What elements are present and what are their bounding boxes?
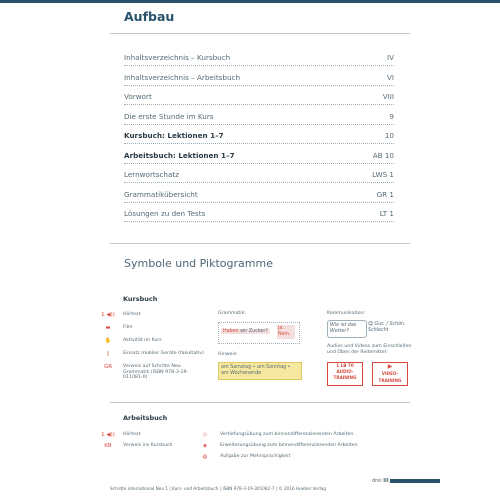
toc-page: IV — [386, 53, 394, 62]
audio-icon: 1 ◀)) — [101, 432, 115, 438]
toc-row — [124, 206, 394, 226]
legend-label: Erweiterungsübung zum binnendifferenzierenden Arbeiten — [220, 443, 358, 448]
toc-row — [124, 50, 394, 70]
toc-page: GR 1 — [376, 189, 394, 199]
title-rule — [110, 33, 410, 34]
video-icon: ▶ — [387, 363, 393, 370]
languages-icon: ◍ — [202, 454, 208, 460]
toc-title: Arbeitsbuch: Lektionen 1–7 — [124, 150, 235, 160]
grammatik-verb: Haben — [223, 329, 239, 334]
legend-label: Hörtext — [123, 432, 141, 437]
video-training-label: VIDEO-TRAINING — [378, 371, 402, 383]
legend-label: Einsatz mobiler Geräte (fakultativ) — [123, 351, 204, 356]
toc-title: Kursbuch: Lektionen 1–7 — [124, 131, 224, 140]
table-of-contents — [124, 50, 394, 226]
toc-title: Lernwortschatz — [124, 170, 179, 179]
toc-row — [124, 187, 394, 207]
toc-rule — [124, 124, 394, 125]
arbeitsbuch-heading: Arbeitsbuch — [123, 414, 168, 422]
legend-label: Film — [123, 325, 133, 330]
footer-text: Schritte international Neu 1 | Kurs- und Arbeitsbuch | ISBN 978-3-19-301082-7 | © 2016 Hueber Verlag — [110, 486, 326, 491]
toc-row — [124, 70, 394, 90]
grammatik-box — [218, 322, 300, 344]
page-number — [372, 478, 389, 484]
toc-row — [124, 109, 394, 129]
mobile-icon: ▯ — [106, 351, 110, 357]
toc-title: Lösungen zu den Tests — [124, 209, 206, 218]
audio-icon: 1 ◀)) — [101, 312, 115, 318]
legend-label: Hörtext — [123, 312, 141, 317]
toc-page: LT 1 — [379, 209, 394, 218]
kursbuch-ref-icon: KB — [104, 443, 112, 449]
film-icon: ▬ — [105, 325, 111, 331]
diamond-icon: ◇ — [202, 432, 208, 438]
toc-page: 10 — [384, 131, 394, 140]
grammar-book-icon: GR — [103, 364, 113, 370]
diamond-plus-icon: ◈ — [202, 443, 208, 449]
toc-rule — [124, 85, 394, 86]
grammatik-label: Grammatik: — [218, 311, 246, 316]
toc-row — [124, 89, 394, 109]
page-bar — [390, 479, 440, 483]
legend-label: Aufgabe zur Mehrsprachigkeit — [220, 454, 291, 459]
page-numeral: III — [383, 478, 389, 484]
toc-rule — [124, 65, 394, 66]
legend-label: Aktivität im Kurs — [123, 338, 162, 343]
legend-label: Vertiefungsübung zum binnendifferenzierenden Arbeiten — [220, 432, 354, 437]
toc-rule — [124, 182, 394, 183]
toc-title: Die erste Stunde im Kurs — [124, 111, 214, 121]
page-label: drei — [372, 478, 382, 484]
section-title: Symbole und Piktogramme — [124, 257, 273, 270]
legend-label: Verweis ins Kursbuch — [123, 443, 173, 448]
grammatik-answer: Ja. Nein. — [277, 325, 295, 339]
speech-bubble-answer — [368, 322, 410, 334]
toc-row — [124, 167, 394, 187]
toc-title: Inhaltsverzeichnis – Kursbuch — [124, 53, 231, 62]
kursbuch-heading: Kursbuch — [123, 295, 158, 303]
toc-rule — [124, 221, 394, 222]
speech-bubble-question: Wie ist das Wetter? — [327, 320, 367, 338]
toc-title: Inhaltsverzeichnis – Arbeitsbuch — [124, 72, 241, 82]
toc-rule — [124, 104, 394, 105]
toc-row — [124, 128, 394, 148]
toc-rule — [124, 143, 394, 144]
toc-rule — [124, 163, 394, 164]
video-training-badge — [372, 362, 408, 386]
audio-training-badge: 1 LB 70 AUDIO-TRAINING — [327, 362, 363, 386]
bubble-answer-text: Gut. / Schön. Schlecht — [368, 322, 406, 333]
toc-page: VI — [386, 72, 394, 82]
toc-page: 9 — [389, 111, 394, 121]
toc-page: VIII — [382, 92, 394, 101]
top-bar — [0, 0, 500, 3]
smile-icon: ☺ — [368, 322, 374, 327]
toc-title: Grammatikübersicht — [124, 189, 198, 199]
toc-rule — [124, 202, 394, 203]
kommunikation-label: Kommunikation: — [327, 311, 366, 316]
grammatik-question: wir Zucker? — [240, 329, 268, 334]
toc-page: AB 10 — [372, 150, 394, 160]
hinweis-label: Hinweis: — [218, 352, 238, 357]
legend-label: Verweis auf Schritte Neu Grammatik (ISBN 978-3-19-011081-0) — [123, 364, 189, 380]
redemittel-label: Audios und Videos zum Einschleifen und Üben der Redemittel: — [327, 344, 412, 355]
legend-rule — [110, 402, 410, 403]
page-title: Aufbau — [124, 9, 175, 24]
toc-row — [124, 148, 394, 168]
toc-title: Vorwort — [124, 92, 152, 101]
hinweis-box: am Samstag • am Sonntag • am Wochenende — [218, 362, 302, 380]
toc-page: LWS 1 — [372, 170, 394, 179]
section-rule — [110, 243, 410, 244]
activity-icon: ✋ — [104, 338, 112, 344]
